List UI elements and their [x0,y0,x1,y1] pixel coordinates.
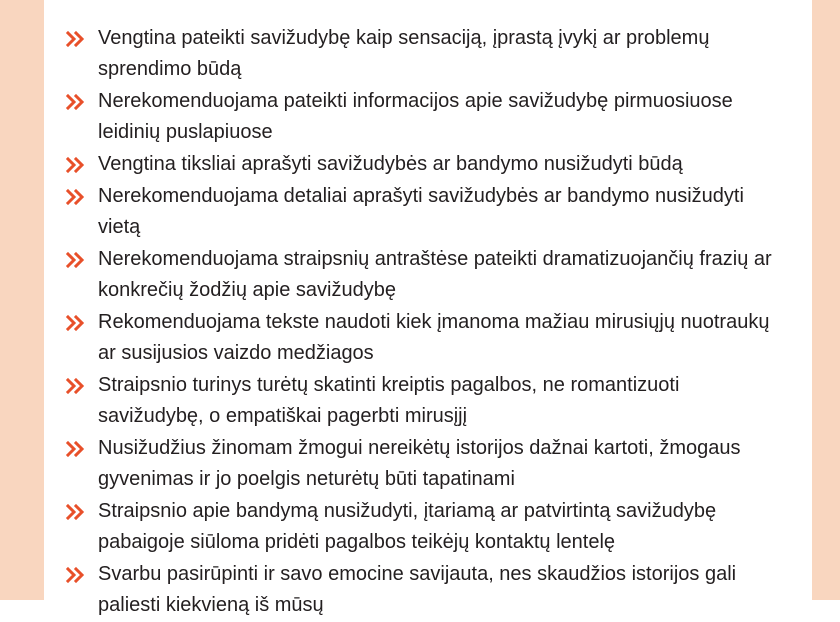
list-item-text: Vengtina tiksliai aprašyti savižudybės ar bandymo nusižudyti būdą [98,153,683,175]
list-item-text: Nusižudžius žinomam žmogui nereikėtų istorijos dažnai kartoti, žmogaus gyvenimas ir jo poelgis neturėtų būti tapatinami [98,437,741,490]
double-chevron-right-icon [66,307,98,338]
list-item [66,149,786,180]
double-chevron-right-icon [66,181,98,212]
list-item [66,496,786,558]
double-chevron-right-icon [66,370,98,401]
list-item [66,86,786,148]
double-chevron-right-icon [66,496,98,527]
list-item [66,433,786,495]
list-item-text: Straipsnio turinys turėtų skatinti kreiptis pagalbos, ne romantizuoti savižudybę, o empatiškai pagerbti mirusįjį [98,374,680,427]
guidelines-list [66,23,786,622]
list-item [66,307,786,369]
double-chevron-right-icon [66,86,98,117]
list-item [66,181,786,243]
list-item [66,559,786,621]
list-item-text: Svarbu pasirūpinti ir savo emocine savijauta, nes skaudžios istorijos gali paliesti kiekvieną iš mūsų [98,563,737,616]
list-item-text: Vengtina pateikti savižudybę kaip sensaciją, įprastą įvykį ar problemų sprendimo būdą [98,27,710,80]
double-chevron-right-icon [66,433,98,464]
list-item-text: Nerekomenduojama pateikti informacijos apie savižudybę pirmuosiuose leidinių puslapiuose [98,90,733,143]
list-item-text: Straipsnio apie bandymą nusižudyti, įtariamą ar patvirtintą savižudybę pabaigoje siūloma pridėti pagalbos teikėjų kontaktų lentelę [98,500,717,553]
list-item-text: Rekomenduojama tekste naudoti kiek įmanoma mažiau mirusiųjų nuotraukų ar susijusios vaizdo medžiagos [98,311,770,364]
double-chevron-right-icon [66,149,98,180]
list-item [66,23,786,85]
list-item-text: Nerekomenduojama straipsnių antraštėse pateikti dramatizuojančių frazių ar konkrečių žodžių apie savižudybę [98,248,772,301]
double-chevron-right-icon [66,23,98,54]
list-item [66,370,786,432]
list-item [66,244,786,306]
double-chevron-right-icon [66,559,98,590]
double-chevron-right-icon [66,244,98,275]
list-item-text: Nerekomenduojama detaliai aprašyti savižudybės ar bandymo nusižudyti vietą [98,185,744,238]
